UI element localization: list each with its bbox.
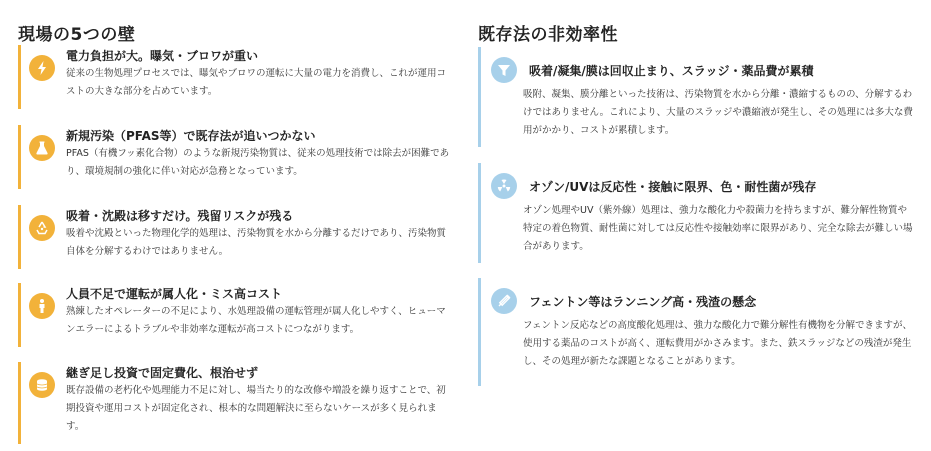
card-body: 吸附、凝集、膜分離といった技術は、汚染物質を水から分離・濃縮するものの、分解するわけではありません。これにより、大量のスラッジや濃縮液が発生し、その処理には多大な費用がかかり、コストが累積します。	[523, 89, 913, 136]
card-title: 吸着/凝集/膜は回収止まり、スラッジ・薬品費が累積	[529, 64, 814, 78]
left-section-title: 現場の5つの壁	[18, 25, 136, 45]
card-title: 電力負担が大。曝気・ブロワが重い	[66, 49, 259, 63]
filter-icon	[491, 57, 517, 83]
card-title: 吸着・沈殿は移すだけ。残留リスクが残る	[66, 209, 294, 223]
card-title: フェントン等はランニング高・残渣の懸念	[529, 295, 757, 309]
card-body: フェントン反応などの高度酸化処理は、強力な酸化力で難分解性有機物を分解できますが、使用する薬品のコストが高く、運転費用がかさみます。また、鉄スラッジなどの残渣が発生し、その処理が新たな課題となることがあります。	[523, 320, 913, 367]
challenge-card-investment	[18, 362, 448, 444]
coins-icon	[29, 372, 55, 398]
card-title: オゾン/UVは反応性・接触に限界、色・耐性菌が残存	[529, 180, 817, 194]
challenge-card-power	[18, 45, 448, 109]
person-icon	[29, 293, 55, 319]
challenge-card-pfas	[18, 125, 448, 189]
flask-icon	[29, 135, 55, 161]
lightning-icon	[29, 55, 55, 81]
challenge-card-adsorption	[18, 205, 448, 269]
syringe-icon	[491, 288, 517, 314]
inefficiency-card-fenton	[478, 278, 918, 386]
radiation-icon	[491, 173, 517, 199]
card-body: 吸着や沈殿といった物理化学的処理は、汚染物質を水から分離するだけであり、汚染物質自体を分解するわけではありません。	[66, 228, 447, 257]
card-title: 新規汚染（PFAS等）で既存法が追いつかない	[66, 129, 316, 143]
challenge-card-staffing	[18, 283, 448, 347]
card-body: 既存設備の老朽化や処理能力不足に対し、場当たり的な改修や増設を繰り返すことで、初期投資や運用コストが固定化され、根本的な問題解決に至らないケースが多く見られます。	[66, 385, 446, 432]
card-body: PFAS（有機フッ素化合物）のような新規汚染物質は、従来の処理技術では除去が困難であり、環境規制の強化に伴い対応が急務となっています。	[66, 148, 450, 177]
card-body: 熟練したオペレーターの不足により、水処理設備の運転管理が属人化しやすく、ヒューマンエラーによるトラブルや非効率な運転が高コストにつながります。	[66, 306, 446, 335]
card-title: 継ぎ足し投資で固定費化、根治せず	[66, 366, 259, 380]
right-section-title: 既存法の非効率性	[478, 25, 618, 45]
card-body: 従来の生物処理プロセスでは、曝気やブロワの運転に大量の電力を消費し、これが運用コストの大きな部分を占めています。	[66, 68, 447, 97]
card-body: オゾン処理やUV（紫外線）処理は、強力な酸化力や殺菌力を持ちますが、難分解性物質や特定の着色物質、耐性菌に対しては反応性や接触効率に限界があり、完全な除去が難しい場合があります。	[523, 205, 913, 252]
inefficiency-card-adsorption	[478, 47, 918, 147]
inefficiency-card-ozone-uv	[478, 163, 918, 263]
card-title: 人員不足で運転が属人化・ミス高コスト	[66, 287, 283, 301]
recycle-icon	[29, 215, 55, 241]
